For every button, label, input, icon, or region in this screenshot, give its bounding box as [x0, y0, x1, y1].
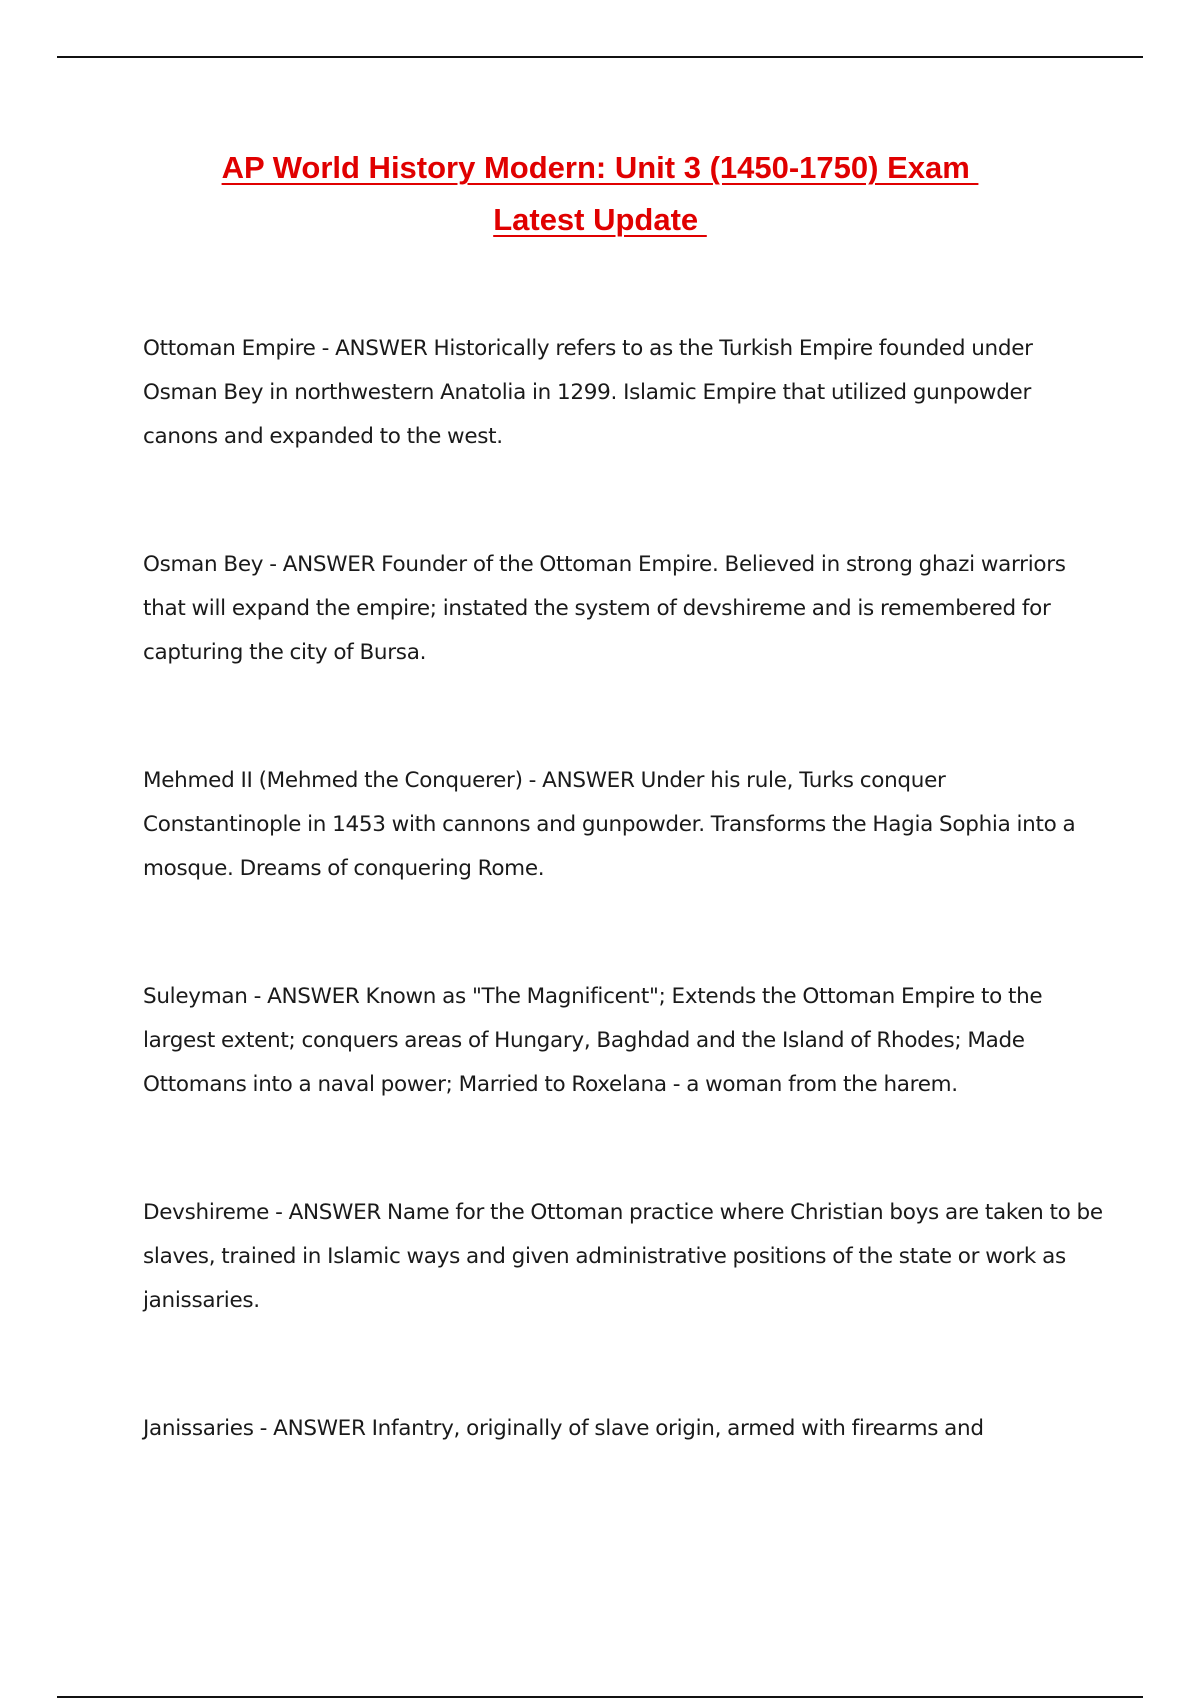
entry-devshireme: Devshireme - ANSWER Name for the Ottoman practice where Christian boys are taken to be slaves, trained in Islamic ways and given administrative positions of the state or work as janissaries.: [143, 1200, 1103, 1313]
title-line-1: AP World History Modern: Unit 3 (1450-1750) Exam: [221, 150, 979, 185]
top-rule: [57, 56, 1143, 58]
bottom-rule: [57, 1696, 1143, 1698]
entry-ottoman-empire: Ottoman Empire - ANSWER Historically refers to as the Turkish Empire founded under Osman Bey in northwestern Anatolia in 1299. Islamic Empire that utilized gunpowder canons and expanded to the west.: [143, 336, 1033, 449]
title-line-2: Latest Update: [493, 202, 707, 237]
entry-janissaries: Janissaries - ANSWER Infantry, originally of slave origin, armed with firearms and: [143, 1416, 984, 1441]
qa-entries: [143, 327, 1103, 1451]
document-title: [100, 142, 1100, 246]
entry-osman-bey: Osman Bey - ANSWER Founder of the Ottoman Empire. Believed in strong ghazi warriors that will expand the empire; instated the system of devshireme and is remembered for capturing the city of Bursa.: [143, 552, 1066, 665]
entry-mehmed-ii: Mehmed II (Mehmed the Conquerer) - ANSWER Under his rule, Turks conquer Constantinople in 1453 with cannons and gunpowder. Transforms the Hagia Sophia into a mosque. Dreams of conquering Rome.: [143, 768, 1076, 881]
entry-suleyman: Suleyman - ANSWER Known as "The Magnificent"; Extends the Ottoman Empire to the largest extent; conquers areas of Hungary, Baghdad and the Island of Rhodes; Made Ottomans into a naval power; Married to Roxelana - a woman from the harem.: [143, 984, 1043, 1097]
